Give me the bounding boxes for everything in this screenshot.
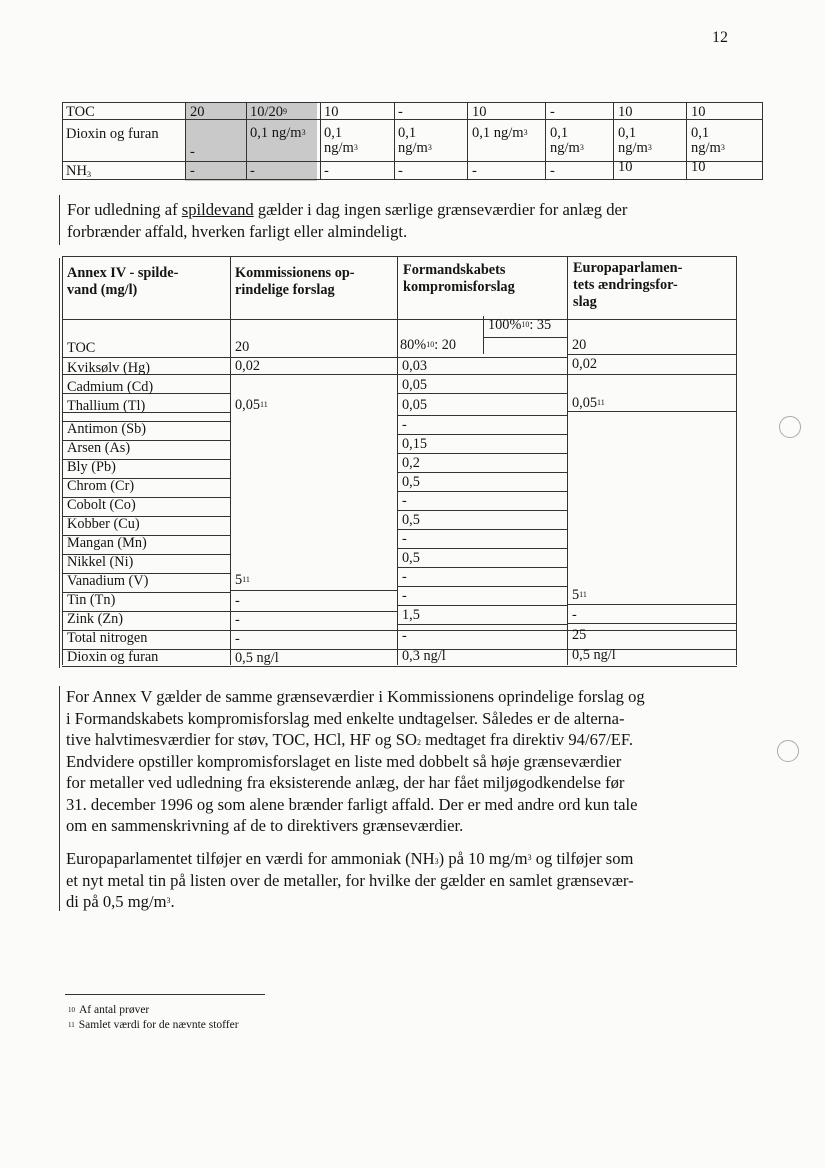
header-annex: Annex IV - spilde- vand (mg/l) [67, 265, 179, 298]
form-value: 0,05 [402, 377, 428, 393]
kom-value: 0,02 [235, 358, 261, 374]
top-cell: - [250, 163, 255, 179]
row-label: Tin (Tn) [67, 592, 116, 608]
row-label: Antimon (Sb) [67, 421, 147, 437]
row-label: Cadmium (Cd) [67, 379, 154, 395]
top-cell: 0,1 $ng/m^3$ [472, 125, 528, 141]
top-cell: - [472, 163, 477, 179]
form-value: - [402, 628, 407, 644]
row-label: Cobolt (Co) [67, 497, 136, 513]
top-cell: - [398, 163, 403, 179]
punch-hole-mark [779, 416, 801, 438]
row-label: Chrom (Cr) [67, 478, 135, 494]
top-cell: - [190, 163, 195, 179]
top-cell: 10 [324, 104, 339, 120]
header-europaparlament: Europaparlamen- tets ændringsfor- slag [573, 260, 683, 310]
form-value: - [402, 493, 407, 509]
top-cell: 20 [190, 104, 205, 120]
toc-100pct: 100%$^{10}$: 35 [488, 317, 552, 333]
eur-value: 0,5 ng/l [572, 647, 616, 663]
eur-value: 25 [572, 627, 587, 643]
row-label-toc: TOC [67, 340, 96, 356]
eur-value: $5^{11}$ [572, 587, 587, 603]
top-cell: $10/20^9$ [250, 104, 288, 120]
kom-value: $5^{11}$ [235, 572, 250, 588]
kom-value: - [235, 612, 240, 628]
form-value: - [402, 588, 407, 604]
eur-value: 20 [572, 337, 587, 353]
form-value: 0,03 [402, 358, 428, 374]
form-value: 0,5 [402, 474, 420, 490]
eur-value: - [572, 607, 577, 623]
kom-value: 20 [235, 339, 250, 355]
row-label: Thallium (Tl) [67, 398, 146, 414]
kom-value: - [235, 631, 240, 647]
top-cell: 0,1 $ng/m^3$ [250, 125, 306, 141]
row-label: Dioxin og furan [67, 649, 159, 665]
eur-value: 0,02 [572, 356, 598, 372]
form-value: - [402, 531, 407, 547]
kom-value: 0,5 ng/l [235, 650, 279, 666]
form-value: 0,05 [402, 397, 428, 413]
row-label: Vanadium (V) [67, 573, 149, 589]
top-cell: 10 [691, 159, 706, 175]
form-value: 0,5 [402, 512, 420, 528]
top-cell: 0,1 $ng/m^3$ [398, 125, 432, 156]
top-cell: - [550, 104, 555, 120]
change-bar [59, 258, 60, 668]
top-cell: - [324, 163, 329, 179]
form-value: 0,15 [402, 436, 428, 452]
footnote-10: $^{10}$ Af antal prøver [68, 1004, 150, 1016]
paragraph-intro: For udledning af spildevand gælder i dag ingen særlige grænseværdier for anlæg der forbrænder affald, hverken farligt eller almindeligt. [67, 200, 628, 241]
change-bar [59, 195, 60, 245]
top-cell: 10 [618, 159, 633, 175]
header-kommission: Kommissionens op- rindelige forslag [235, 265, 355, 298]
top-cell: - [550, 163, 555, 179]
top-cell: 0,1 $ng/m^3$ [324, 125, 358, 156]
row-label: Total nitrogen [67, 630, 148, 646]
top-row-label: TOC [66, 104, 95, 120]
row-label: Nikkel (Ni) [67, 554, 134, 570]
form-value: 0,3 ng/l [402, 648, 446, 664]
row-label: Kviksølv (Hg) [67, 360, 150, 376]
form-value: 0,5 [402, 550, 420, 566]
row-label: Kobber (Cu) [67, 516, 140, 532]
form-value: 1,5 [402, 607, 420, 623]
row-label: Arsen (As) [67, 440, 131, 456]
form-value: 0,2 [402, 455, 420, 471]
change-bar [59, 686, 60, 911]
top-cell: 0,1 $ng/m^3$ [550, 125, 584, 156]
top-row-label: $NH_3$ [66, 163, 91, 179]
footnote-11: $^{11}$ Samlet værdi for de nævnte stoffer [68, 1019, 239, 1031]
row-label: Mangan (Mn) [67, 535, 147, 551]
top-row-label: Dioxin og furan [66, 126, 159, 142]
row-label: Bly (Pb) [67, 459, 116, 475]
top-cell: 10 [472, 104, 487, 120]
eur-value: 0,05$^{11}$ [572, 395, 605, 411]
top-cell: 10 [618, 104, 633, 120]
kom-value: 0,05$^{11}$ [235, 397, 268, 413]
paragraph-annex-v: For Annex V gælder de samme grænseværdier i Kommissionens oprindelige forslag og i Formandskabets kompromisforslag med enkelte undtagelser. Således er de alterna- tive halvtimesværdier for støv, TOC, HCl, HF og SO2 medtaget fra direktiv 94/67/EF. Endvidere opstiller kompromisforslaget en liste med dobbelt så høje grænseværdier for metaller ved udledning fra eksisterende anlæg, der har fået miljøgodkendelse før 31. december 1996 og som alene brænder farligt affald. Der er med andre ord kun tale om en sammenskrivning af de to direktivers grænseværdier. [66, 687, 645, 835]
toc-80pct: 80%$^{10}$: 20 [400, 337, 457, 353]
punch-hole-mark [777, 740, 799, 762]
row-label: Zink (Zn) [67, 611, 123, 627]
top-cell: 0,1 $ng/m^3$ [691, 125, 725, 156]
top-cell: 10 [691, 104, 706, 120]
paragraph-europaparlament: Europaparlamentet tilføjer en værdi for ammoniak (NH3) på 10 $mg/m^3$ og tilføjer som et nyt metal tin på listen over de metaller, for hvilke der gælder en samlet grænsevær- di på 0,5 $mg/m^3$. [66, 849, 634, 911]
top-cell: - [398, 104, 403, 120]
top-cell: 0,1 $ng/m^3$ [618, 125, 652, 156]
header-formandskab: Formandskabets kompromisforslag [403, 262, 515, 295]
form-value: - [402, 417, 407, 433]
kom-value: - [235, 593, 240, 609]
top-cell: - [190, 144, 195, 160]
page-number: 12 [712, 29, 728, 46]
form-value: - [402, 569, 407, 585]
footnote-separator [65, 994, 265, 995]
